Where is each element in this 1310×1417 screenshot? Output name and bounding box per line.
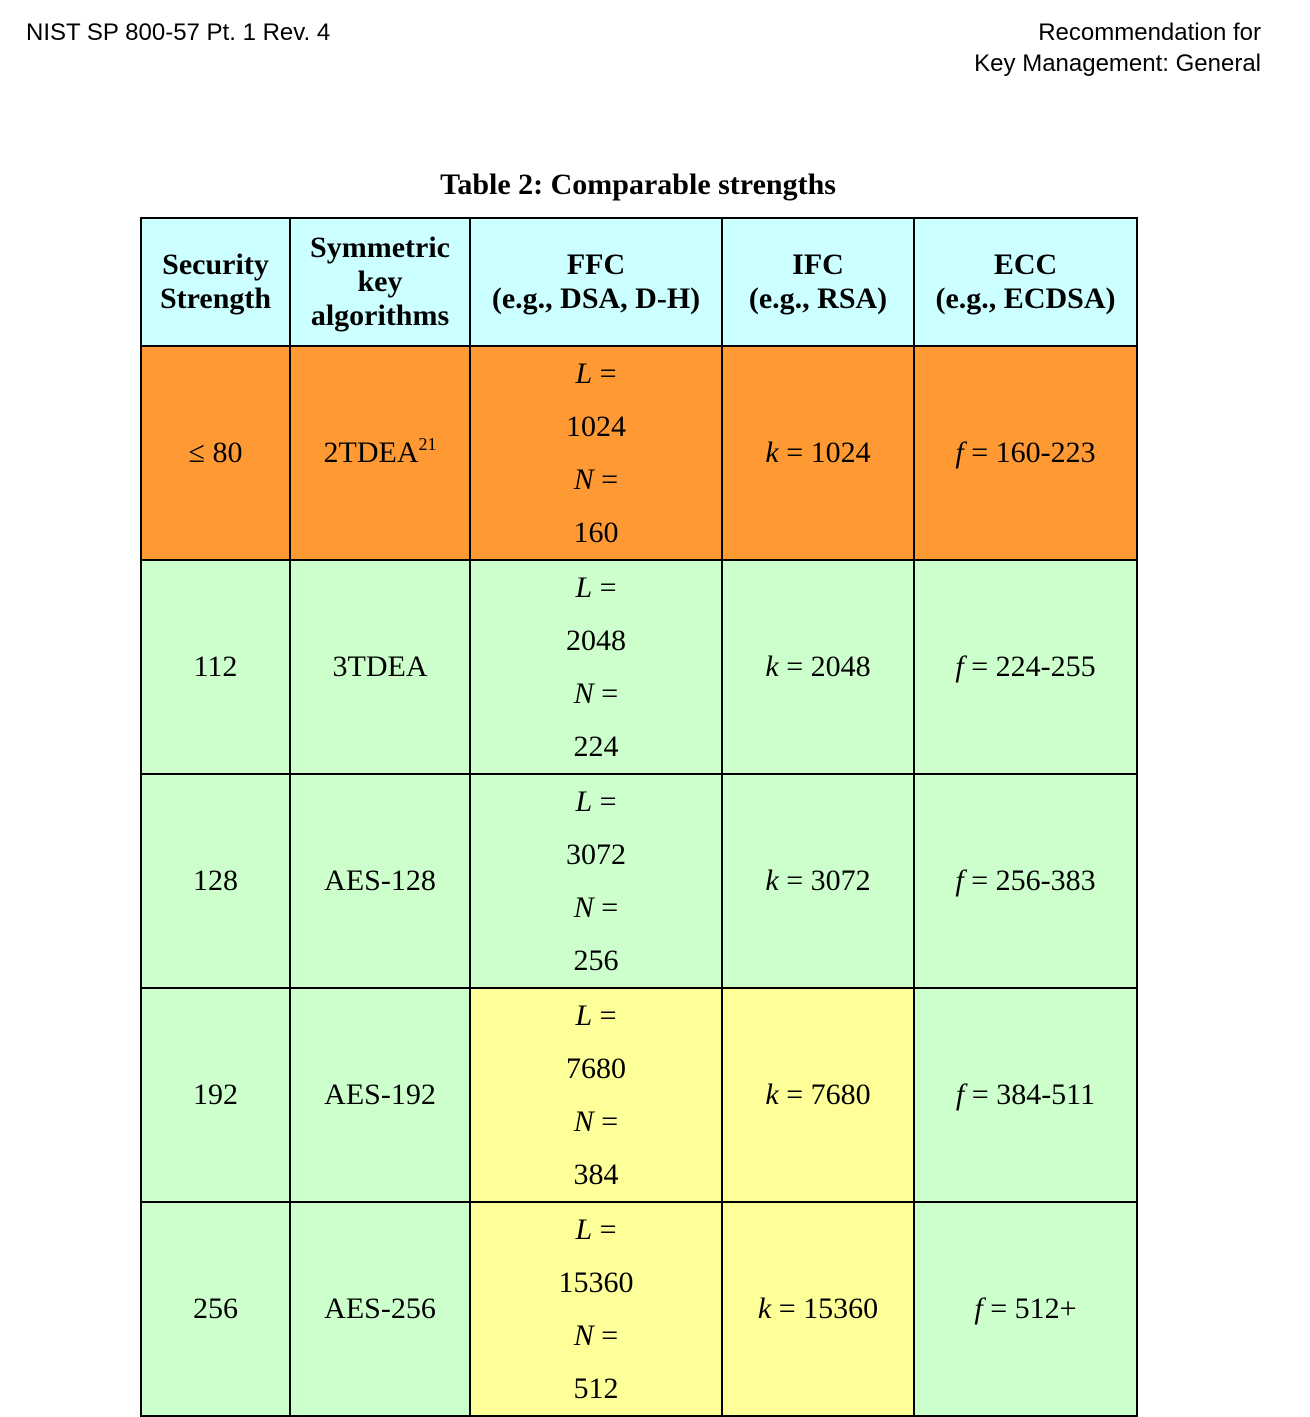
strength-value: 128 — [193, 864, 238, 897]
ffc-l-value: 2048 — [566, 624, 626, 657]
var-l: L — [575, 357, 593, 390]
ffc-l-value: 1024 — [566, 410, 626, 443]
col-header-line: (e.g., RSA) — [748, 282, 888, 315]
col-header-line: (e.g., DSA, D-H) — [491, 282, 701, 315]
cell-symmetric — [290, 346, 470, 560]
cell-security-strength — [141, 1202, 290, 1416]
cell-ecc: f = 384-511 — [914, 988, 1137, 1202]
var-n: N — [573, 891, 594, 924]
ffc-n-line: N = 512 — [471, 1309, 721, 1415]
col-header-line: algorithms — [310, 299, 450, 332]
var-l: L — [575, 1213, 593, 1246]
cell-ffc — [470, 774, 722, 988]
var-n: N — [573, 677, 594, 710]
cell-security-strength — [141, 346, 290, 560]
ffc-l-value: 7680 — [566, 1052, 626, 1085]
col-header-security-strength — [141, 218, 290, 346]
cell-ecc: f = 224-255 — [914, 560, 1137, 774]
ffc-n-line: N = 224 — [471, 667, 721, 773]
ffc-l-value: 15360 — [558, 1266, 634, 1299]
cell-ffc — [470, 988, 722, 1202]
strength-value: 192 — [193, 1078, 238, 1111]
cell-ifc: k = 1024 — [722, 346, 914, 560]
ifc-k-value: 3072 — [810, 864, 871, 897]
ffc-l-line: L = 2048 — [471, 561, 721, 667]
ifc-k-value: 1024 — [810, 436, 871, 469]
table-row — [141, 560, 1137, 774]
cell-ecc: f = 256-383 — [914, 774, 1137, 988]
header-right-line1: Recommendation for — [1038, 19, 1261, 46]
ffc-n-line: N = 384 — [471, 1095, 721, 1201]
col-header-line: ECC — [993, 248, 1058, 281]
var-k: k — [765, 650, 779, 683]
var-l: L — [575, 999, 593, 1032]
ffc-l-line: L = 7680 — [471, 989, 721, 1095]
table-row — [141, 774, 1137, 988]
col-header-line: IFC — [792, 248, 844, 281]
ffc-l-line: L = 1024 — [471, 347, 721, 453]
ifc-k-value: 15360 — [803, 1292, 879, 1325]
cell-symmetric — [290, 1202, 470, 1416]
table-row — [141, 346, 1137, 560]
var-f: f — [974, 1292, 983, 1325]
col-header-line: Strength — [159, 282, 272, 315]
strength-value: 112 — [193, 650, 238, 683]
var-l: L — [575, 571, 593, 604]
ecc-f-value: 160-223 — [995, 436, 1096, 469]
col-header-ecc — [914, 218, 1137, 346]
var-k: k — [765, 864, 779, 897]
cell-ifc: k = 7680 — [722, 988, 914, 1202]
var-l: L — [575, 785, 593, 818]
ifc-k-value: 7680 — [810, 1078, 871, 1111]
comparable-strengths-table — [140, 217, 1138, 1417]
var-k: k — [765, 1078, 779, 1111]
header-right-line2: Key Management: General — [974, 50, 1261, 77]
ecc-f-value: 512+ — [1014, 1292, 1077, 1325]
ecc-f-value: 256-383 — [995, 864, 1096, 897]
cell-ffc — [470, 346, 722, 560]
ecc-f-value: 384-511 — [996, 1078, 1096, 1111]
ffc-n-line: N = 160 — [471, 453, 721, 559]
footnote-ref: 21 — [418, 434, 437, 454]
ffc-n-value: 512 — [573, 1372, 619, 1405]
cell-ecc: f = 512+ — [914, 1202, 1137, 1416]
cell-ifc: k = 2048 — [722, 560, 914, 774]
table-header-row — [141, 218, 1137, 346]
col-header-ifc — [722, 218, 914, 346]
var-f: f — [955, 1078, 965, 1111]
cell-ffc — [470, 560, 722, 774]
ffc-l-value: 3072 — [566, 838, 626, 871]
col-header-line: Security — [162, 248, 269, 281]
table-row — [141, 1202, 1137, 1416]
var-f: f — [955, 650, 964, 683]
cell-symmetric — [290, 774, 470, 988]
strength-value: 256 — [193, 1292, 238, 1325]
col-header-line: (e.g., ECDSA) — [935, 282, 1116, 315]
col-header-ffc — [470, 218, 722, 346]
running-header-right — [974, 17, 1261, 79]
var-n: N — [573, 1105, 594, 1138]
symmetric-value: AES-128 — [324, 864, 436, 897]
symmetric-value: 3TDEA — [332, 650, 428, 683]
cell-symmetric — [290, 988, 470, 1202]
cell-symmetric — [290, 560, 470, 774]
col-header-line: FFC — [566, 248, 626, 281]
running-header-left: NIST SP 800-57 Pt. 1 Rev. 4 — [26, 19, 331, 46]
table-row — [141, 988, 1137, 1202]
cell-ifc: k = 15360 — [722, 1202, 914, 1416]
var-k: k — [757, 1292, 772, 1325]
var-n: N — [573, 1319, 594, 1352]
ffc-n-value: 384 — [573, 1158, 619, 1191]
symmetric-value: AES-192 — [324, 1078, 436, 1111]
symmetric-value: AES-256 — [324, 1292, 436, 1325]
cell-security-strength — [141, 988, 290, 1202]
ffc-n-value: 224 — [573, 730, 619, 763]
cell-ecc: f = 160-223 — [914, 346, 1137, 560]
cell-ifc: k = 3072 — [722, 774, 914, 988]
var-f: f — [955, 864, 964, 897]
ffc-n-line: N = 256 — [471, 881, 721, 987]
col-header-symmetric — [290, 218, 470, 346]
ecc-f-value: 224-255 — [995, 650, 1096, 683]
cell-security-strength — [141, 560, 290, 774]
ffc-l-line: L = 3072 — [471, 775, 721, 881]
ifc-k-value: 2048 — [810, 650, 871, 683]
col-header-line: key — [357, 265, 403, 298]
ffc-n-value: 160 — [573, 516, 619, 549]
ffc-l-line: L = 15360 — [471, 1203, 721, 1309]
var-f: f — [955, 436, 964, 469]
var-n: N — [573, 463, 594, 496]
strength-value: ≤ 80 — [188, 436, 243, 469]
cell-security-strength — [141, 774, 290, 988]
ffc-n-value: 256 — [573, 944, 619, 977]
col-header-line: Symmetric — [310, 231, 450, 264]
var-k: k — [765, 436, 779, 469]
table-caption: Table 2: Comparable strengths — [440, 168, 836, 201]
cell-ffc — [470, 1202, 722, 1416]
symmetric-value: 2TDEA — [323, 436, 419, 469]
